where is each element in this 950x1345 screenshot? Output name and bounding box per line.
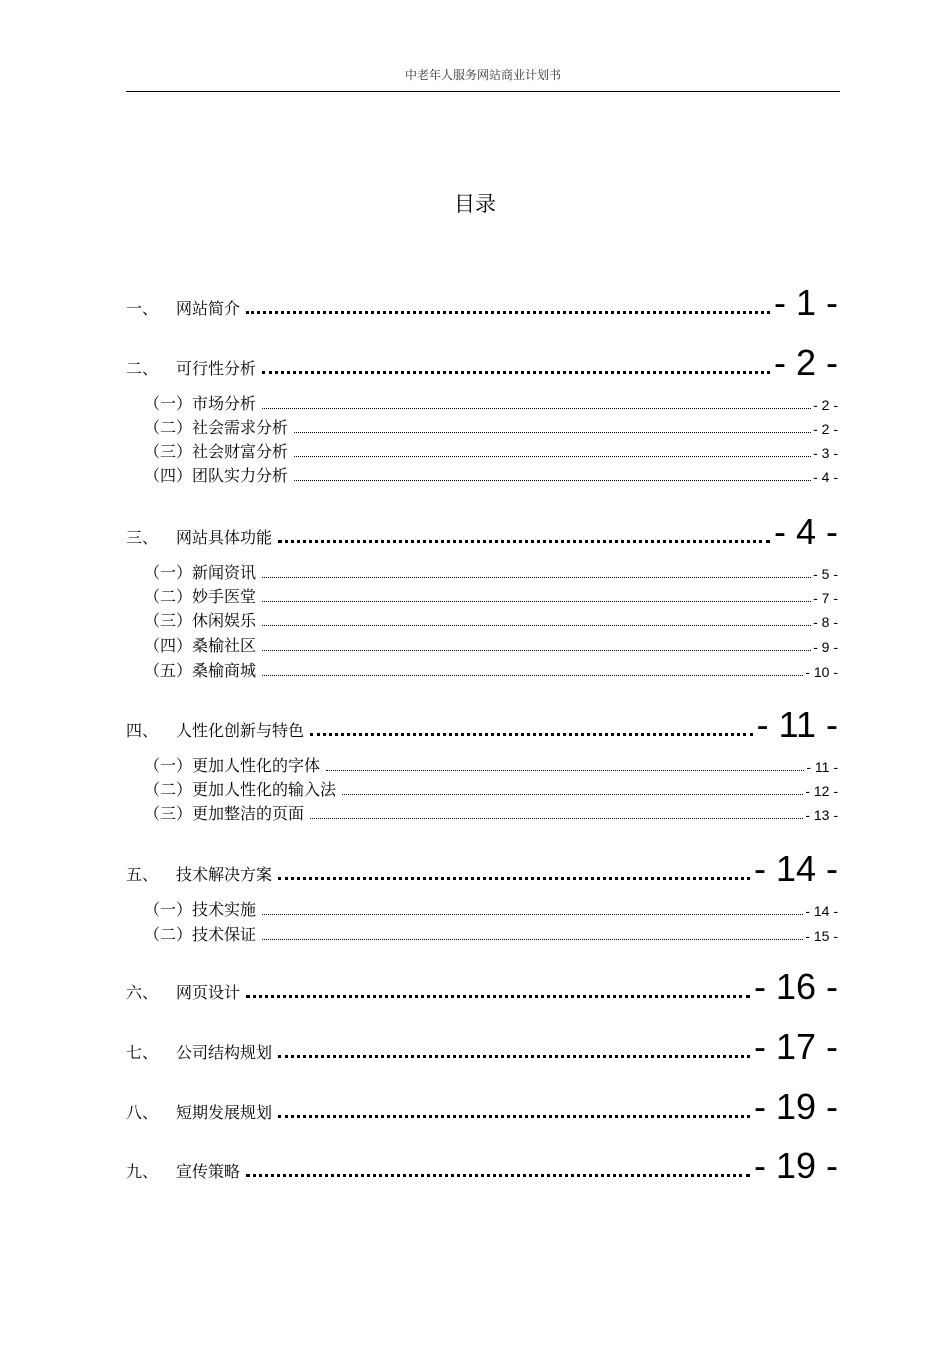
- toc-entry-label: [144, 608, 262, 632]
- toc-entry-title: 社会需求分析: [192, 418, 289, 437]
- toc-entry[interactable]: [144, 805, 838, 825]
- toc-entry[interactable]: [126, 512, 838, 552]
- toc-leader-dots: [262, 612, 811, 626]
- toc-leader-dots: [262, 588, 811, 602]
- toc-entry-label: [144, 658, 262, 682]
- toc-entry[interactable]: [144, 419, 838, 439]
- toc-page-number: - 13 -: [805, 807, 838, 823]
- toc-entry-label: [126, 862, 278, 889]
- toc-entry-label: [144, 897, 262, 921]
- toc-entry-title: 更加人性化的字体: [192, 756, 321, 775]
- toc-page-number: - 19 -: [753, 1145, 838, 1186]
- toc-entry[interactable]: [126, 849, 838, 889]
- toc-leader-dots: [294, 419, 811, 433]
- toc-leader-dots: [246, 1146, 750, 1177]
- toc-entry-title: 桑榆社区: [192, 636, 257, 655]
- toc-entry-label: [126, 1040, 278, 1067]
- toc-entry-number: （二）: [144, 780, 193, 799]
- toc-entry[interactable]: [144, 443, 838, 463]
- toc-page-number: - 11 -: [806, 759, 838, 775]
- toc-entry[interactable]: [126, 1087, 838, 1127]
- toc-entry[interactable]: [144, 662, 838, 682]
- toc-entry[interactable]: [126, 343, 838, 383]
- toc-entry[interactable]: [144, 395, 838, 415]
- toc-page-number: - 5 -: [813, 566, 838, 582]
- toc-entry-number: 四、: [126, 721, 159, 740]
- toc-entry-label: [144, 922, 262, 946]
- toc-entry[interactable]: [144, 926, 838, 946]
- toc-entry-title: 可行性分析: [176, 359, 257, 378]
- toc-entry-label: [144, 415, 294, 439]
- toc-entry-label: [126, 980, 246, 1007]
- toc-page-number: - 12 -: [805, 783, 838, 799]
- toc-entry-label: [126, 296, 246, 323]
- toc-entry-title: 网页设计: [176, 983, 241, 1002]
- toc-entry[interactable]: [126, 1146, 838, 1186]
- toc-leader-dots: [278, 849, 750, 880]
- toc-leader-dots: [262, 926, 803, 940]
- toc-entry[interactable]: [126, 967, 838, 1007]
- toc-entry-label: [144, 753, 326, 777]
- toc-entry-title: 网站具体功能: [176, 528, 273, 547]
- toc-page-number: - 8 -: [813, 614, 838, 630]
- toc-entry-title: 公司结构规划: [176, 1043, 273, 1062]
- toc-entry-title: 人性化创新与特色: [176, 721, 305, 740]
- toc-entry-number: 二、: [126, 359, 159, 378]
- toc-leader-dots: [326, 757, 804, 771]
- toc-entry[interactable]: [126, 283, 838, 323]
- toc-entry[interactable]: [144, 637, 838, 657]
- toc-page-number: - 10 -: [805, 664, 838, 680]
- toc-page-number: - 17 -: [753, 1026, 838, 1067]
- toc-leader-dots: [294, 443, 811, 457]
- toc-page-number: - 2 -: [773, 342, 838, 383]
- toc-entry[interactable]: [144, 901, 838, 921]
- toc-entry-title: 市场分析: [192, 394, 257, 413]
- toc-page-number: - 2 -: [813, 421, 838, 437]
- toc-entry-label: [126, 1159, 246, 1186]
- toc-entry-label: [144, 584, 262, 608]
- toc-entry[interactable]: [144, 467, 838, 487]
- toc-entry-label: [126, 356, 262, 383]
- toc-entry-label: [126, 718, 310, 745]
- toc-entry-number: 三、: [126, 528, 159, 547]
- toc-leader-dots: [262, 564, 811, 578]
- toc-entry-title: 网站简介: [176, 299, 241, 318]
- toc-entry-label: [144, 777, 342, 801]
- toc-entry-number: （一）: [144, 756, 193, 775]
- toc-page-number: - 14 -: [805, 903, 838, 919]
- toc-page-number: - 1 -: [773, 282, 838, 323]
- toc-leader-dots: [310, 705, 753, 736]
- toc-entry[interactable]: [144, 757, 838, 777]
- toc-entry-number: 九、: [126, 1162, 159, 1181]
- toc-page-number: - 16 -: [753, 966, 838, 1007]
- toc-entry-title: 更加整洁的页面: [192, 804, 305, 823]
- page-title: 目录: [454, 192, 496, 216]
- toc-page-number: - 7 -: [813, 590, 838, 606]
- toc-entry-number: （四）: [144, 636, 193, 655]
- toc-entry-label: [144, 439, 294, 463]
- toc-page-number: - 9 -: [813, 639, 838, 655]
- toc-entry-number: 五、: [126, 865, 159, 884]
- toc-leader-dots: [262, 637, 811, 651]
- toc-entry[interactable]: [126, 1027, 838, 1067]
- toc-entry-number: （一）: [144, 394, 193, 413]
- toc-entry[interactable]: [144, 588, 838, 608]
- toc-entry-number: （一）: [144, 900, 193, 919]
- toc-entry-number: 一、: [126, 299, 159, 318]
- toc-entry-title: 宣传策略: [176, 1162, 241, 1181]
- toc-entry-label: [144, 560, 262, 584]
- toc-page-number: - 14 -: [753, 848, 838, 889]
- toc-entry-title: 社会财富分析: [192, 442, 289, 461]
- toc-entry-number: 六、: [126, 983, 159, 1002]
- toc-leader-dots: [278, 1087, 750, 1118]
- toc-entry-title: 技术实施: [192, 900, 257, 919]
- toc-leader-dots: [262, 662, 803, 676]
- toc-entry-number: （一）: [144, 563, 193, 582]
- toc-entry-title: 更加人性化的输入法: [192, 780, 337, 799]
- toc-entry[interactable]: [144, 612, 838, 632]
- toc-entry-number: （三）: [144, 804, 193, 823]
- toc-entry-number: （三）: [144, 611, 193, 630]
- toc-leader-dots: [246, 283, 770, 314]
- toc-entry-label: [126, 1100, 278, 1127]
- toc-page-number: - 11 -: [756, 704, 838, 745]
- toc-entry-number: （四）: [144, 466, 193, 485]
- toc-entry-title: 短期发展规划: [176, 1103, 273, 1122]
- toc-entry-label: [144, 463, 294, 487]
- toc-entry-number: （五）: [144, 661, 193, 680]
- toc-entry-title: 妙手医堂: [192, 587, 257, 606]
- toc-leader-dots: [278, 512, 770, 543]
- toc-leader-dots: [262, 343, 770, 374]
- toc-leader-dots: [262, 395, 811, 409]
- toc-entry-number: （二）: [144, 925, 193, 944]
- toc-entry-label: [144, 801, 310, 825]
- toc-leader-dots: [310, 805, 803, 819]
- toc-page-number: - 4 -: [813, 469, 838, 485]
- toc-page-number: - 19 -: [753, 1086, 838, 1127]
- toc-entry[interactable]: [144, 564, 838, 584]
- toc-leader-dots: [278, 1027, 750, 1058]
- toc-leader-dots: [262, 901, 803, 915]
- toc-entry-label: [144, 391, 262, 415]
- toc-entry-title: 新闻资讯: [192, 563, 257, 582]
- toc-entry-number: 八、: [126, 1103, 159, 1122]
- toc-entry-title: 技术解决方案: [176, 865, 273, 884]
- toc-entry[interactable]: [126, 705, 838, 745]
- toc-leader-dots: [294, 467, 811, 481]
- toc-entry[interactable]: [144, 781, 838, 801]
- toc-entry-title: 技术保证: [192, 925, 257, 944]
- toc-leader-dots: [246, 967, 750, 998]
- toc-entry-title: 休闲娱乐: [192, 611, 257, 630]
- toc-entry-title: 团队实力分析: [192, 466, 289, 485]
- toc-entry-label: [144, 633, 262, 657]
- toc-entry-number: 七、: [126, 1043, 159, 1062]
- toc-page-number: - 4 -: [773, 511, 838, 552]
- toc-entry-number: （二）: [144, 418, 193, 437]
- toc-entry-title: 桑榆商城: [192, 661, 257, 680]
- toc-leader-dots: [342, 781, 803, 795]
- toc-page-number: - 15 -: [805, 928, 838, 944]
- toc-entry-number: （二）: [144, 587, 193, 606]
- toc-entry-label: [126, 525, 278, 552]
- toc-entry-number: （三）: [144, 442, 193, 461]
- toc-page-number: - 3 -: [813, 445, 838, 461]
- running-header: 中老年人服务网站商业计划书: [404, 68, 561, 82]
- toc-page-number: - 2 -: [813, 397, 838, 413]
